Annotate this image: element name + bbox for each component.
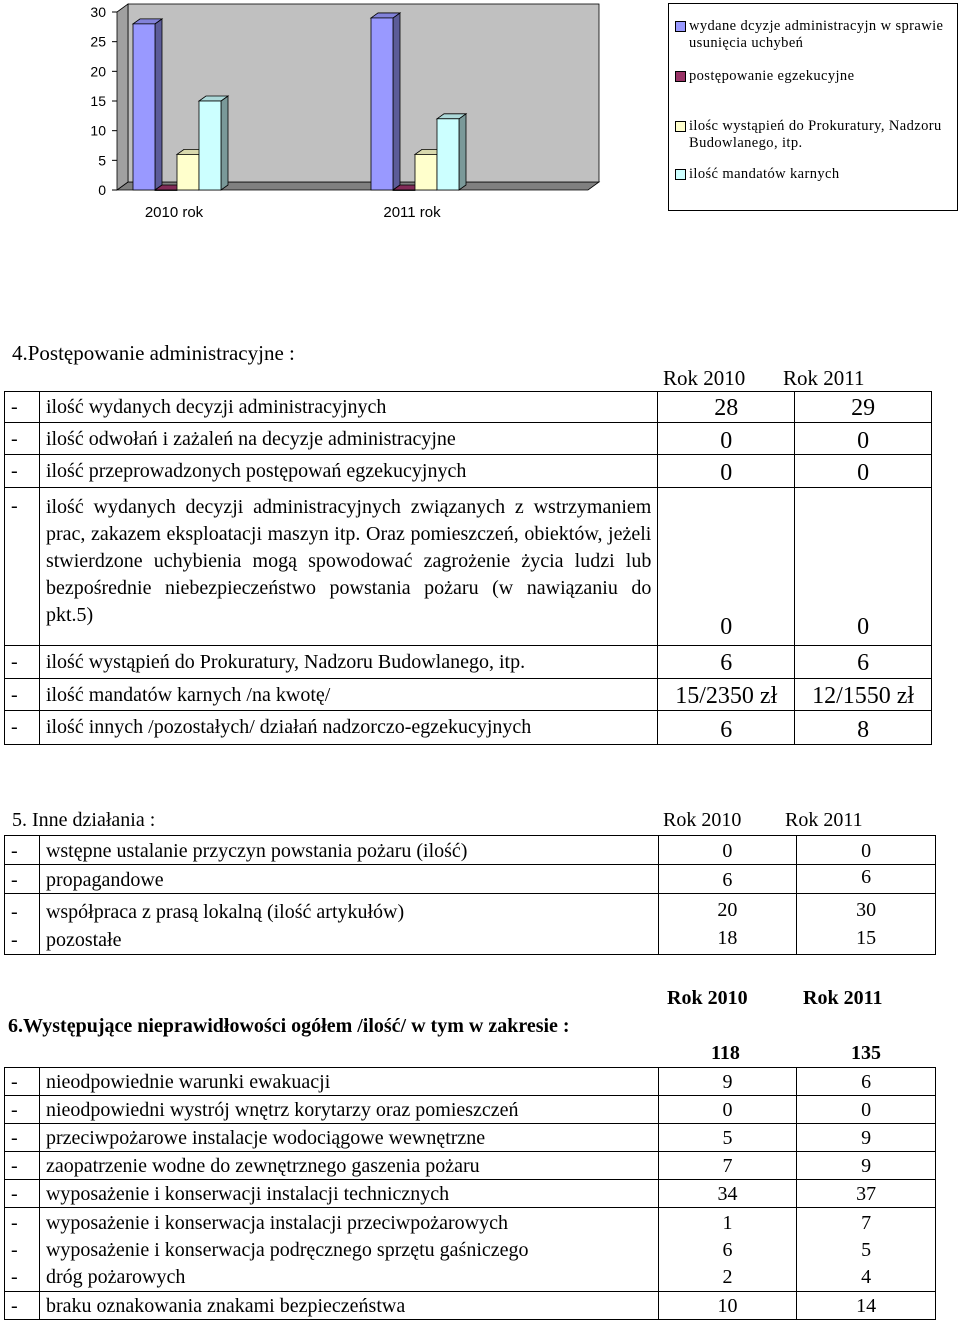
row-value-2010: 0 <box>658 488 795 646</box>
bar-side-face <box>155 19 162 190</box>
row-dash: - <box>11 1266 18 1288</box>
row-value-2011: 5 <box>861 1239 872 1261</box>
row-value-2010: 5 <box>658 1124 797 1152</box>
table-row <box>5 1292 936 1320</box>
y-tick-label: 0 <box>98 182 106 198</box>
row-value-2011: 30 <box>856 899 877 921</box>
row-dash: - <box>5 836 40 865</box>
bar-front-face <box>393 190 415 191</box>
s6-col-header-2011: Rok 2011 <box>803 987 883 1009</box>
table-row <box>5 711 932 745</box>
legend-label: ilość mandatów karnych <box>689 166 840 182</box>
legend-swatch <box>675 169 686 180</box>
row-value-2011: 6 <box>795 646 932 679</box>
bar-chart <box>0 0 960 230</box>
bar-side-face <box>459 114 466 190</box>
row-label: ilość wydanych decyzji administracyjnych <box>39 392 657 423</box>
bar <box>199 96 228 190</box>
y-tick-label: 5 <box>98 152 106 169</box>
row-value-2011: 37 <box>797 1180 936 1208</box>
row-label: ilość przeprowadzonych postępowań egzekucyjnych <box>39 455 657 488</box>
row-value-2011: 4 <box>861 1266 872 1288</box>
row-dash: - <box>5 392 40 423</box>
legend-item <box>675 166 951 183</box>
row-value-2011: 0 <box>795 455 932 488</box>
table-row <box>5 423 932 455</box>
s6-total-2010: 118 <box>711 1042 740 1064</box>
row-value-2011: 7 <box>861 1212 872 1234</box>
row-value-2010: 2 <box>722 1266 733 1288</box>
table-row <box>5 646 932 679</box>
row-dash: - <box>5 646 40 679</box>
s4-col-header-2010: Rok 2010 <box>663 366 746 390</box>
row-value-2011: 0 <box>797 1096 936 1124</box>
section-6-title: 6.Występujące nieprawidłowości ogółem /ilość/ w tym w zakresie : <box>8 1015 570 1037</box>
legend-swatch <box>675 21 686 32</box>
row-dash: - <box>5 865 40 894</box>
legend-label: postępowanie egzekucyjne <box>689 68 855 84</box>
table-row <box>5 865 936 894</box>
y-tick-label: 20 <box>90 63 106 80</box>
row-dash: - <box>5 1180 40 1208</box>
row-value-2011: 8 <box>795 711 932 745</box>
section-6-table <box>4 1067 936 1320</box>
row-value-2011-group <box>797 1208 936 1292</box>
table-row <box>5 455 932 488</box>
row-label-pair <box>39 894 658 955</box>
row-dash: - <box>5 1152 40 1180</box>
row-value-2011: 15 <box>856 927 877 949</box>
bar-front-face <box>177 154 199 190</box>
row-label-group <box>39 1208 658 1292</box>
row-label: braku oznakowania znakami bezpieczeństwa <box>39 1292 658 1320</box>
bar-front-face <box>199 101 221 190</box>
legend-label: wydane dcyzje administracyjn w sprawie usunięcia uchybeń <box>689 18 944 51</box>
s4-col-header-2011: Rok 2011 <box>783 366 865 390</box>
legend-item <box>675 18 951 52</box>
row-value-2011: 0 <box>795 423 932 455</box>
row-value-2010: 28 <box>658 392 795 423</box>
bar-front-face <box>133 24 155 190</box>
row-label: ilość innych /pozostałych/ działań nadzorczo-egzekucyjnych <box>39 711 657 745</box>
row-value-2010: 0 <box>658 423 795 455</box>
row-value-2011: 12/1550 zł <box>795 679 932 711</box>
y-tick-label: 15 <box>90 93 106 109</box>
row-value-2010: 6 <box>658 865 797 894</box>
row-value-2010-group <box>658 1208 797 1292</box>
row-value-2011: 0 <box>795 488 932 646</box>
s6-col-header-2010: Rok 2010 <box>667 987 748 1009</box>
row-label: współpraca z prasą lokalną (ilość artykułów) <box>45 901 405 923</box>
row-dash: - <box>5 455 40 488</box>
legend-item <box>675 68 951 85</box>
row-dash: - <box>11 1239 18 1261</box>
row-label: wyposażenie i konserwacja instalacji przeciwpożarowych <box>45 1212 508 1234</box>
table-row <box>5 1068 936 1096</box>
row-label: zaopatrzenie wodne do zewnętrznego gaszenia pożaru <box>39 1152 658 1180</box>
row-value-2010: 1 <box>722 1212 733 1234</box>
table-row <box>5 1180 936 1208</box>
row-value-2010: 6 <box>658 711 795 745</box>
row-value-2011: 29 <box>795 392 932 423</box>
row-value-2010: 9 <box>658 1068 797 1096</box>
table-row <box>5 894 936 955</box>
legend-swatch <box>675 71 686 82</box>
row-dash: - <box>5 1068 40 1096</box>
bar-front-face <box>415 154 437 190</box>
row-label: nieodpowiednie warunki ewakuacji <box>39 1068 658 1096</box>
row-dash: - <box>5 488 40 646</box>
row-value-2010: 15/2350 zł <box>658 679 795 711</box>
row-value-2010: 7 <box>658 1152 797 1180</box>
row-value-2011: 0 <box>797 836 936 865</box>
bar-front-face <box>371 18 393 190</box>
row-dash: - <box>11 929 18 951</box>
row-label: wyposażenie i konserwacji instalacji technicznych <box>39 1180 658 1208</box>
row-value-2011: 9 <box>797 1124 936 1152</box>
bar-front-face <box>437 119 459 190</box>
s5-col-header-2010: Rok 2010 <box>663 809 742 831</box>
row-value-2010: 18 <box>717 927 738 949</box>
s5-col-header-2011: Rok 2011 <box>785 809 863 831</box>
section-4-table <box>4 391 932 745</box>
bar <box>437 114 466 190</box>
row-value-2011: 6 <box>797 1068 936 1096</box>
row-value-2010: 0 <box>658 836 797 865</box>
row-dash: - <box>5 711 40 745</box>
y-tick-label: 25 <box>90 33 106 50</box>
section-4-title: 4.Postępowanie administracyjne : <box>12 341 295 365</box>
table-row <box>5 679 932 711</box>
table-row <box>5 488 932 646</box>
x-category-label-2011: 2011 rok <box>383 204 441 221</box>
row-value-2010: 0 <box>658 455 795 488</box>
row-label: nieodpowiedni wystrój wnętrz korytarzy oraz pomieszczeń <box>39 1096 658 1124</box>
legend-label: ilośc wystąpień do Prokuratury, Nadzoru Budowlanego, itp. <box>689 118 942 151</box>
row-value-2010: 6 <box>658 646 795 679</box>
chart-plot <box>0 0 660 230</box>
row-dash: - <box>5 1096 40 1124</box>
section-5-table <box>4 835 936 955</box>
row-value-2010: 6 <box>722 1239 733 1261</box>
row-dash: - <box>5 679 40 711</box>
bar <box>133 19 162 190</box>
s6-total-2011: 135 <box>851 1042 881 1064</box>
table-row <box>5 1152 936 1180</box>
chart-side-wall <box>117 4 128 190</box>
row-label: ilość mandatów karnych /na kwotę/ <box>39 679 657 711</box>
row-label: ilość wystąpień do Prokuratury, Nadzoru Budowlanego, itp. <box>39 646 657 679</box>
row-value-2011: 14 <box>797 1292 936 1320</box>
x-category-label-2010: 2010 rok <box>144 204 204 221</box>
row-label: wstępne ustalanie przyczyn powstania pożaru (ilość) <box>39 836 658 865</box>
table-row <box>5 836 936 865</box>
bar-side-face <box>393 13 400 190</box>
legend-item <box>675 118 951 152</box>
row-dash: - <box>11 901 18 923</box>
row-dash: - <box>11 1212 18 1234</box>
bar <box>371 13 400 190</box>
row-dash: - <box>5 423 40 455</box>
section-5-title: 5. Inne działania : <box>12 809 156 831</box>
row-label: dróg pożarowych <box>45 1266 186 1288</box>
table-row <box>5 1208 936 1292</box>
row-dash: - <box>5 1292 40 1320</box>
row-dash-pair <box>5 894 40 955</box>
row-dash: - <box>5 1124 40 1152</box>
row-label: wyposażenie i konserwacja podręcznego sprzętu gaśniczego <box>45 1239 529 1261</box>
row-value-2011: 6 <box>797 865 936 894</box>
y-tick-label: 10 <box>90 122 106 139</box>
row-label: pozostałe <box>45 929 122 951</box>
row-label: przeciwpożarowe instalacje wodociągowe wewnętrzne <box>39 1124 658 1152</box>
row-label: ilość wydanych decyzji administracyjnych związanych z wstrzymaniem prac, zakazem eksploatacji maszyn itp. Oraz pomieszczeń, obiektów, jeżeli stwierdzone uchybienia mogą spowodować zagrożenie życia ludzi lub bezpośrednie niebezpieczeństwo powstania pożaru (w nawiązaniu do pkt.5) <box>39 488 657 646</box>
row-value-2011-pair <box>797 894 936 955</box>
row-value-2010: 0 <box>658 1096 797 1124</box>
table-row <box>5 1096 936 1124</box>
table-row <box>5 392 932 423</box>
row-dash-group <box>5 1208 40 1292</box>
legend-swatch <box>675 121 686 132</box>
row-label: propagandowe <box>39 865 658 894</box>
row-value-2010: 34 <box>658 1180 797 1208</box>
bar-side-face <box>221 96 228 190</box>
table-row <box>5 1124 936 1152</box>
chart-legend <box>668 3 958 211</box>
row-value-2010-pair <box>658 894 797 955</box>
row-value-2011: 9 <box>797 1152 936 1180</box>
y-tick-label: 30 <box>90 4 106 20</box>
row-value-2010: 20 <box>717 899 738 921</box>
bar-front-face <box>155 190 177 191</box>
row-value-2010: 10 <box>658 1292 797 1320</box>
row-label: ilość odwołań i zażaleń na decyzje administracyjne <box>39 423 657 455</box>
